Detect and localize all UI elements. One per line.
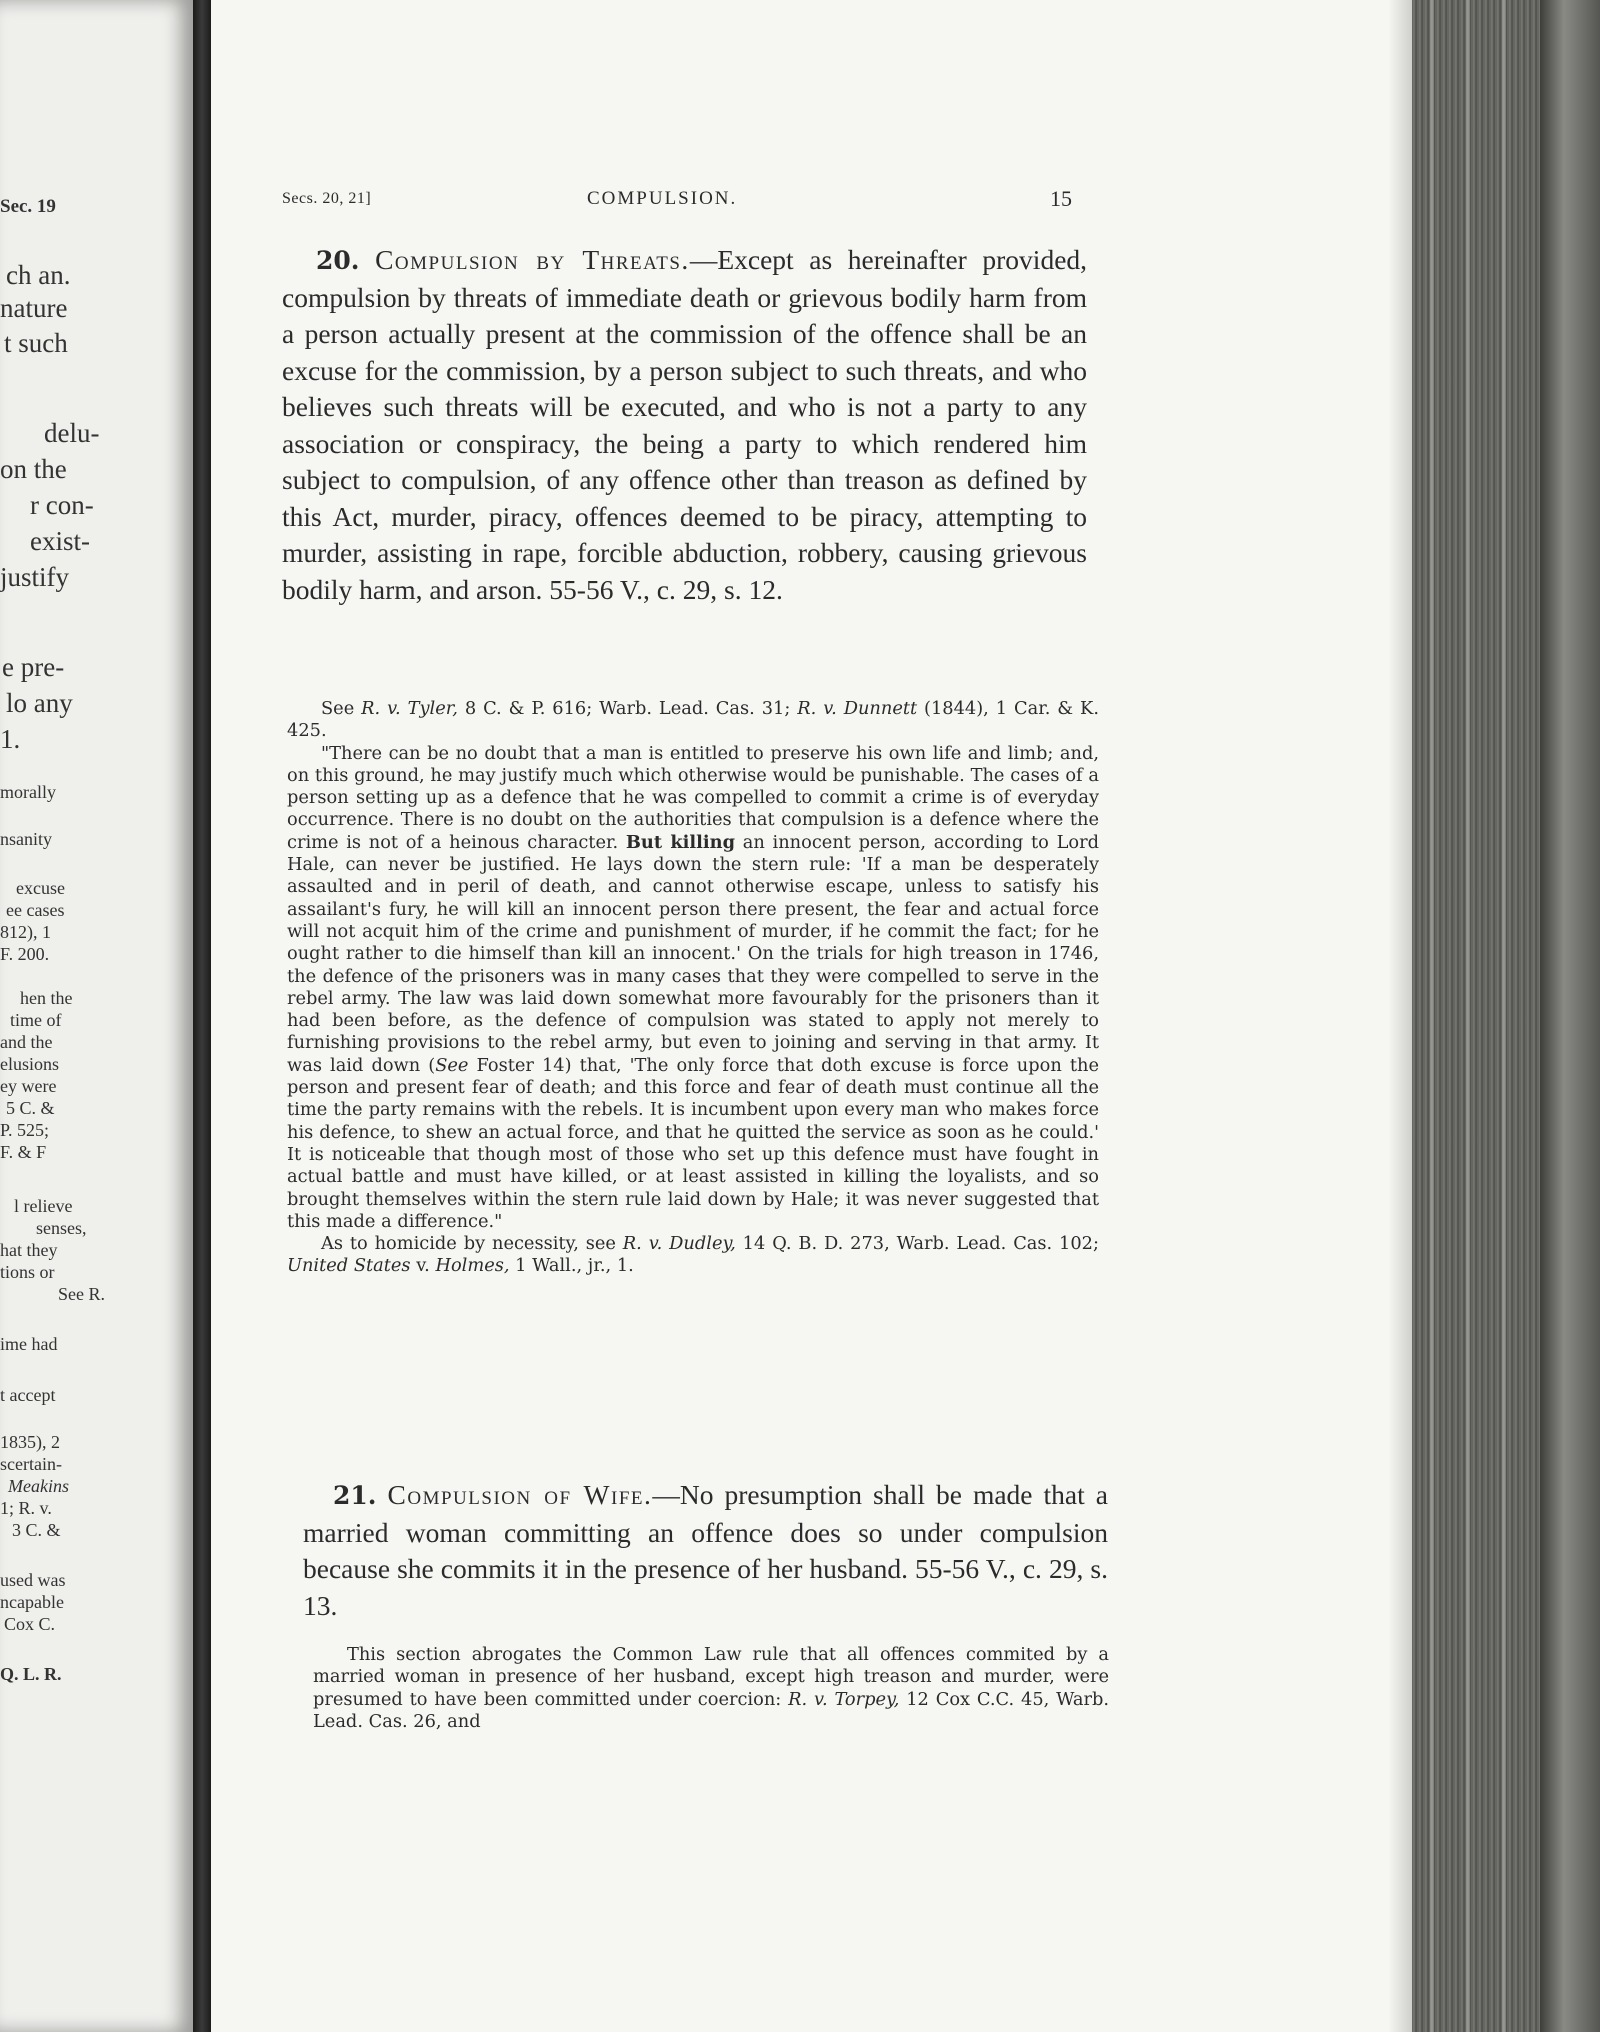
section-text: —Except as hereinafter provided, compulsion by threats of immediate death or grievous bodily harm from a person actually present at the commission of the offence shall be an excuse for the commission, by a person subject to such threats, and who believes such threats will be executed, and who is not a party to any association or conspiracy, the being a party to which rendered him subject to compulsion, of any offence other than treason as defined by this Act, murder, piracy, offences deemed to be piracy, attempting to murder, assisting in rape, forcible abduction, robbery, causing grievous bodily harm, and arson. 55-56 V., c. 29, s. 12.: [282, 244, 1088, 605]
section-20-annotation: [287, 698, 1099, 1278]
section-21-annotation: [313, 1644, 1109, 1733]
left-fragment: lo any: [6, 688, 73, 718]
left-fragment: See R.: [58, 1284, 105, 1304]
left-fragment: ime had: [0, 1334, 58, 1354]
page-number: 15: [1050, 186, 1072, 211]
annotation-paragraph: This section abrogates the Common Law rule that all offences commited by a married woman in presence of her husband, except high treason and murder, were presumed to have been committed under coercion: R. v. Torpey, 12 Cox C.C. 45, Warb. Lead. Cas. 26, and: [313, 1644, 1109, 1732]
left-fragment: nature: [0, 293, 68, 323]
left-fragment: e pre-: [2, 652, 65, 682]
left-fragment: 812), 1: [0, 922, 51, 942]
left-fragment: delu-: [44, 418, 100, 448]
quotation-paragraph: "There can be no doubt that a man is entitled to preserve his own life and limb; and, on this ground, he may justify much which otherwise would be punishable. The cases of a person setting up as a defence that he was compelled to commit a crime is of everyday occurrence. There is no doubt on the authorities that compulsion is a defence where the crime is not of a heinous character. But killing an innocent person, according to Lord Hale, can never be justified. He lays down the stern rule: 'If a man be desperately assaulted and in peril of death, and cannot otherwise escape, unless to satisfy his assailant's fury, he will kill an innocent person there present, the fear and actual force will not acquit him of the crime and punishment of murder, if he commit the fact; for he ought rather to die himself than kill an innocent.' On the trials for high treason in 1746, the defence of the prisoners was in many cases that they were compelled to serve in the rebel army. The law was laid down somewhat more favourably for the prisoners than it had been before, as the defence of compulsion was stated to apply not merely to furnishing provisions to the rebel army, but even to joining and serving in that army. It was laid down (See Foster 14) that, 'The only force that doth excuse is force upon the person and present fear of death; and this force and fear of death must continue all the time the party remains with the rebels. It is incumbent upon every man who makes force his defence, to shew an actual force, and that he quitted the service as soon as he could.' It is noticeable that though most of those who set up this defence must have fought in actual battle and must have killed, or at least assisted in killing the loyalists, and so brought themselves within the stern rule laid down by Hale; it was never suggested that this made a difference.": [287, 742, 1100, 1232]
section-20: [282, 242, 1087, 608]
section-21: [303, 1477, 1108, 1624]
left-fragment: hen the: [20, 988, 73, 1008]
left-fragment: l relieve: [14, 1196, 73, 1216]
case-citation: R. v. Dudley,: [622, 1233, 736, 1255]
case-citation: R. v. Torpey,: [788, 1688, 900, 1710]
section-heading: Compulsion by Threats.: [375, 244, 690, 275]
case-citation: R. v. Tyler,: [361, 698, 458, 719]
left-fragment: ee cases: [6, 900, 65, 920]
left-fragment: 3 C. &: [12, 1520, 61, 1540]
left-fragment: nsanity: [0, 829, 52, 849]
section-heading: Compulsion of Wife.: [387, 1479, 653, 1510]
left-fragment: tions or: [0, 1262, 55, 1282]
running-head-title: COMPULSION.: [587, 188, 738, 209]
book-gutter: [193, 0, 211, 2032]
case-citation: United States: [287, 1255, 411, 1277]
left-fragment: ey were: [0, 1076, 57, 1096]
running-head: [282, 188, 1072, 218]
left-fragment: ch an.: [6, 260, 71, 290]
previous-page-edge: [0, 0, 193, 2032]
left-fragment: 1835), 2: [0, 1432, 60, 1452]
homicide-paragraph: As to homicide by necessity, see R. v. Dudley, 14 Q. B. D. 273, Warb. Lead. Cas. 102; United States v. Holmes, 1 Wall., jr., 1.: [287, 1233, 1099, 1277]
left-fragment: ncapable: [0, 1592, 64, 1612]
left-fragment: time of: [10, 1010, 62, 1030]
section-text: —No presumption shall be made that a married woman committing an offence does so under compulsion because she commits it in the presence of her husband. 55-56 V., c. 29, s. 13.: [303, 1479, 1109, 1621]
section-number: 20.: [316, 246, 360, 275]
section-number: 21.: [333, 1481, 377, 1510]
left-fragment: elusions: [0, 1054, 60, 1074]
left-fragment: 1.: [0, 724, 21, 754]
left-fragment: and the: [0, 1032, 53, 1052]
left-fragment: F. & F: [0, 1142, 47, 1162]
page-edge-shadow: [1388, 0, 1412, 2032]
left-page-header: Sec. 19: [0, 196, 56, 217]
left-fragment: senses,: [36, 1218, 87, 1238]
left-fragment: Q. L. R.: [0, 1664, 62, 1684]
left-fragment: F. 200.: [0, 944, 50, 964]
book-cover-edge: [1540, 0, 1600, 2032]
case-citation: Holmes,: [435, 1255, 510, 1277]
left-fragment: hat they: [0, 1240, 58, 1260]
left-fragment: t accept: [0, 1385, 56, 1405]
left-fragment: morally: [0, 782, 56, 802]
book-block-edge: [1412, 0, 1600, 2032]
left-fragment: Meakins: [8, 1476, 69, 1496]
left-fragment: P. 525;: [0, 1120, 50, 1140]
running-head-sections: Secs. 20, 21]: [282, 190, 372, 207]
left-fragment: used was: [0, 1570, 66, 1590]
left-fragment: r con-: [30, 490, 94, 520]
left-fragment: on the: [0, 454, 67, 484]
citation-paragraph: See R. v. Tyler, 8 C. & P. 616; Warb. Lead. Cas. 31; R. v. Dunnett (1844), 1 Car. & K. 425.: [287, 698, 1099, 742]
left-fragment: 5 C. &: [6, 1098, 55, 1118]
left-fragment: excuse: [16, 878, 65, 898]
left-fragment: t such: [4, 328, 68, 358]
left-fragment: exist-: [30, 526, 90, 556]
left-fragment: 1; R. v.: [0, 1498, 52, 1518]
left-fragment: Cox C.: [4, 1614, 56, 1634]
case-citation: R. v. Dunnett: [797, 698, 918, 719]
left-fragment: justify: [0, 562, 70, 592]
left-fragment: scertain-: [0, 1454, 62, 1474]
